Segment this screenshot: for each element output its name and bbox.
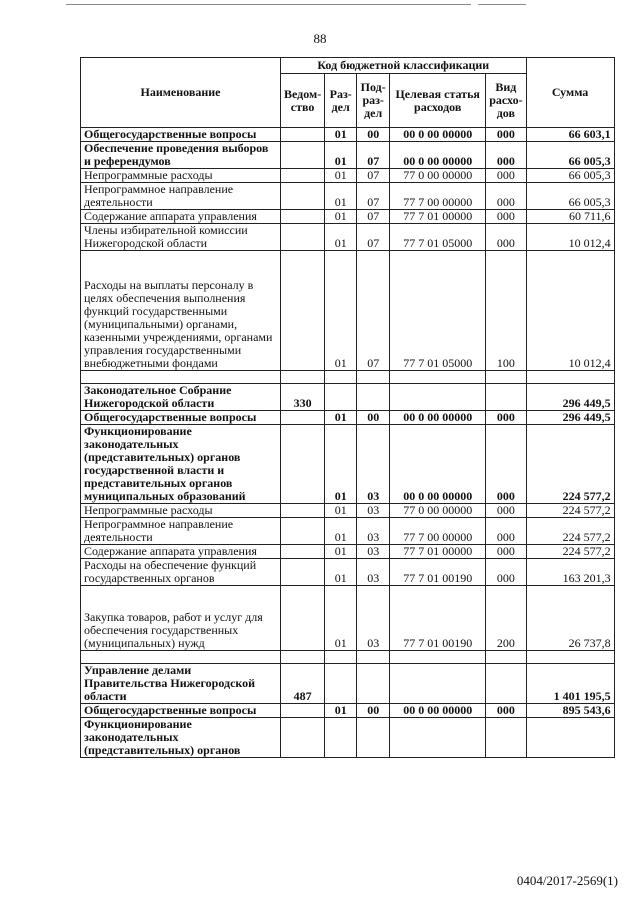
table-row <box>81 128 615 142</box>
row-name: Расходы на выплаты персоналу в целях обеспечения выполнения функций государственными (муниципальными) органами, казенными учреждениями, органами управления государственными внебюджетными фондами <box>81 251 281 371</box>
row-podrazdel: 07 <box>357 142 390 169</box>
row-name: Управление делами Правительства Нижегородской области <box>81 664 281 704</box>
row-target-article: 77 7 01 00000 <box>390 210 486 224</box>
row-vedomstvo <box>281 704 325 718</box>
header-target-article: Целевая статья расходов <box>390 74 486 128</box>
row-expense-type: 000 <box>486 169 526 183</box>
row-vedomstvo <box>281 545 325 559</box>
header-name: Наименование <box>81 58 281 128</box>
row-podrazdel: 00 <box>357 704 390 718</box>
row-target-article <box>390 371 486 384</box>
row-vedomstvo <box>281 183 325 210</box>
table-row <box>81 651 615 664</box>
row-target-article: 00 0 00 00000 <box>390 128 486 142</box>
table-row <box>81 210 615 224</box>
row-expense-type <box>486 651 526 664</box>
row-sum: 66 005,3 <box>526 169 614 183</box>
row-target-article: 77 7 00 00000 <box>390 518 486 545</box>
table-row <box>81 664 615 704</box>
table-row <box>81 559 615 586</box>
table-row <box>81 586 615 651</box>
row-podrazdel <box>357 718 390 758</box>
row-expense-type: 000 <box>486 518 526 545</box>
document-code: 0404/2017-2569(1) <box>516 873 618 888</box>
row-vedomstvo <box>281 169 325 183</box>
row-sum: 66 005,3 <box>526 142 614 169</box>
row-target-article: 77 7 01 00190 <box>390 559 486 586</box>
row-expense-type <box>486 371 526 384</box>
table-row <box>81 518 615 545</box>
table-row <box>81 545 615 559</box>
table-row <box>81 411 615 425</box>
row-razdel: 01 <box>325 128 357 142</box>
row-name: Общегосударственные вопросы <box>81 128 281 142</box>
header-vedomstvo: Ведом-ство <box>281 74 325 128</box>
table-row <box>81 142 615 169</box>
row-vedomstvo <box>281 411 325 425</box>
row-razdel: 01 <box>325 251 357 371</box>
row-vedomstvo <box>281 142 325 169</box>
row-razdel: 01 <box>325 545 357 559</box>
row-sum: 10 012,4 <box>526 224 614 251</box>
row-target-article: 77 0 00 00000 <box>390 504 486 518</box>
row-razdel <box>325 384 357 411</box>
row-razdel <box>325 718 357 758</box>
row-name: Общегосударственные вопросы <box>81 411 281 425</box>
row-expense-type <box>486 664 526 704</box>
row-name: Члены избирательной комиссии Нижегородской области <box>81 224 281 251</box>
header-podrazdel: Под-раз-дел <box>357 74 390 128</box>
row-target-article <box>390 651 486 664</box>
row-podrazdel: 03 <box>357 545 390 559</box>
row-podrazdel: 00 <box>357 128 390 142</box>
row-target-article <box>390 718 486 758</box>
row-name: Непрограммное направление деятельности <box>81 518 281 545</box>
row-target-article <box>390 384 486 411</box>
row-razdel: 01 <box>325 518 357 545</box>
row-razdel: 01 <box>325 704 357 718</box>
row-sum: 224 577,2 <box>526 545 614 559</box>
row-podrazdel <box>357 384 390 411</box>
row-razdel: 01 <box>325 504 357 518</box>
row-vedomstvo: 330 <box>281 384 325 411</box>
row-name: Непрограммные расходы <box>81 504 281 518</box>
row-sum: 66 005,3 <box>526 183 614 210</box>
row-target-article: 77 7 01 00000 <box>390 545 486 559</box>
row-expense-type: 000 <box>486 224 526 251</box>
row-razdel: 01 <box>325 559 357 586</box>
row-vedomstvo <box>281 371 325 384</box>
row-razdel <box>325 651 357 664</box>
row-razdel: 01 <box>325 224 357 251</box>
row-name: Обеспечение проведения выборов и референдумов <box>81 142 281 169</box>
table-row <box>81 425 615 504</box>
header-classification-group: Код бюджетной классификации <box>281 58 527 74</box>
row-vedomstvo: 487 <box>281 664 325 704</box>
row-target-article: 77 7 00 00000 <box>390 183 486 210</box>
table-body <box>81 128 615 758</box>
table-row <box>81 718 615 758</box>
row-sum: 163 201,3 <box>526 559 614 586</box>
row-sum: 895 543,6 <box>526 704 614 718</box>
row-expense-type: 000 <box>486 545 526 559</box>
row-podrazdel <box>357 664 390 704</box>
row-vedomstvo <box>281 224 325 251</box>
table-row <box>81 224 615 251</box>
row-name: Функционирование законодательных (представительных) органов государственной власти и представительных органов муниципальных образований <box>81 425 281 504</box>
row-vedomstvo <box>281 251 325 371</box>
table-row <box>81 384 615 411</box>
row-sum: 296 449,5 <box>526 411 614 425</box>
row-podrazdel: 03 <box>357 518 390 545</box>
row-expense-type: 000 <box>486 142 526 169</box>
row-name <box>81 651 281 664</box>
row-podrazdel: 03 <box>357 586 390 651</box>
row-vedomstvo <box>281 128 325 142</box>
row-target-article: 77 0 00 00000 <box>390 169 486 183</box>
row-vedomstvo <box>281 586 325 651</box>
row-vedomstvo <box>281 651 325 664</box>
row-podrazdel: 07 <box>357 210 390 224</box>
header-razdel: Раз-дел <box>325 74 357 128</box>
row-target-article: 77 7 01 05000 <box>390 251 486 371</box>
row-sum <box>526 371 614 384</box>
row-name: Содержание аппарата управления <box>81 545 281 559</box>
row-name: Непрограммное направление деятельности <box>81 183 281 210</box>
row-sum <box>526 718 614 758</box>
row-razdel: 01 <box>325 411 357 425</box>
row-target-article: 77 7 01 00190 <box>390 586 486 651</box>
row-razdel <box>325 371 357 384</box>
row-vedomstvo <box>281 504 325 518</box>
row-razdel: 01 <box>325 210 357 224</box>
row-podrazdel: 03 <box>357 425 390 504</box>
table-row <box>81 704 615 718</box>
page-number: 88 <box>313 31 327 46</box>
row-vedomstvo <box>281 210 325 224</box>
row-podrazdel: 03 <box>357 559 390 586</box>
table-row <box>81 169 615 183</box>
row-expense-type <box>486 384 526 411</box>
row-name: Расходы на обеспечение функций государственных органов <box>81 559 281 586</box>
row-sum: 296 449,5 <box>526 384 614 411</box>
row-target-article: 00 0 00 00000 <box>390 411 486 425</box>
row-name: Функционирование законодательных (представительных) органов <box>81 718 281 758</box>
row-razdel: 01 <box>325 183 357 210</box>
row-expense-type: 000 <box>486 425 526 504</box>
row-expense-type: 000 <box>486 411 526 425</box>
table-row <box>81 371 615 384</box>
row-name: Закупка товаров, работ и услуг для обеспечения государственных (муниципальных) нужд <box>81 586 281 651</box>
row-sum: 224 577,2 <box>526 504 614 518</box>
row-vedomstvo <box>281 559 325 586</box>
row-target-article: 00 0 00 00000 <box>390 425 486 504</box>
top-rule <box>66 4 471 5</box>
row-target-article <box>390 664 486 704</box>
row-expense-type: 000 <box>486 559 526 586</box>
row-razdel: 01 <box>325 142 357 169</box>
row-sum: 1 401 195,5 <box>526 664 614 704</box>
row-podrazdel <box>357 371 390 384</box>
row-name: Общегосударственные вопросы <box>81 704 281 718</box>
row-name: Непрограммные расходы <box>81 169 281 183</box>
row-podrazdel <box>357 651 390 664</box>
row-podrazdel: 07 <box>357 224 390 251</box>
row-sum: 26 737,8 <box>526 586 614 651</box>
row-sum: 10 012,4 <box>526 251 614 371</box>
budget-table <box>80 57 615 758</box>
row-razdel: 01 <box>325 586 357 651</box>
row-podrazdel: 07 <box>357 183 390 210</box>
row-expense-type: 000 <box>486 183 526 210</box>
row-razdel <box>325 664 357 704</box>
row-podrazdel: 07 <box>357 169 390 183</box>
row-name <box>81 371 281 384</box>
row-vedomstvo <box>281 425 325 504</box>
row-expense-type <box>486 718 526 758</box>
row-podrazdel: 03 <box>357 504 390 518</box>
table-row <box>81 504 615 518</box>
row-target-article: 00 0 00 00000 <box>390 142 486 169</box>
row-razdel: 01 <box>325 169 357 183</box>
row-target-article: 77 7 01 05000 <box>390 224 486 251</box>
row-name: Законодательное Собрание Нижегородской области <box>81 384 281 411</box>
row-expense-type: 000 <box>486 504 526 518</box>
row-target-article: 00 0 00 00000 <box>390 704 486 718</box>
row-sum <box>526 651 614 664</box>
row-sum: 224 577,2 <box>526 425 614 504</box>
table-row <box>81 183 615 210</box>
row-sum: 66 603,1 <box>526 128 614 142</box>
row-sum: 224 577,2 <box>526 518 614 545</box>
row-podrazdel: 00 <box>357 411 390 425</box>
row-vedomstvo <box>281 718 325 758</box>
header-sum: Сумма <box>526 58 614 128</box>
row-name: Содержание аппарата управления <box>81 210 281 224</box>
row-vedomstvo <box>281 518 325 545</box>
header-expense-type: Вид расхо-дов <box>486 74 526 128</box>
row-expense-type: 000 <box>486 704 526 718</box>
row-expense-type: 000 <box>486 210 526 224</box>
table-row <box>81 251 615 371</box>
top-rule-short <box>478 4 526 5</box>
row-podrazdel: 07 <box>357 251 390 371</box>
row-razdel: 01 <box>325 425 357 504</box>
row-sum: 60 711,6 <box>526 210 614 224</box>
row-expense-type: 200 <box>486 586 526 651</box>
row-expense-type: 100 <box>486 251 526 371</box>
row-expense-type: 000 <box>486 128 526 142</box>
